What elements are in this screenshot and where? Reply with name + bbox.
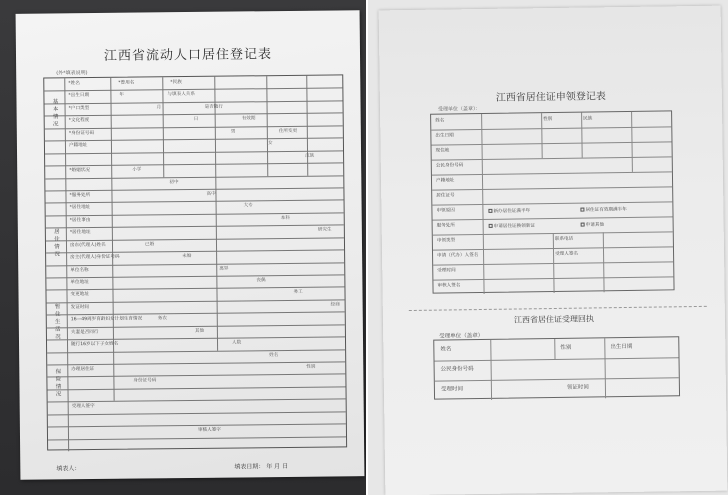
row-line xyxy=(47,336,345,340)
field-option: 有效期 xyxy=(241,116,256,122)
field-option: 住所变更 xyxy=(278,128,298,134)
perforation-line xyxy=(409,306,707,311)
field-option: 离异 xyxy=(219,266,229,272)
field-option: 未婚 xyxy=(182,254,192,260)
row-line xyxy=(47,374,345,378)
field-label: 居住证号 xyxy=(436,193,455,199)
field-label: 变更地址 xyxy=(70,292,89,298)
field-option: 初中 xyxy=(169,179,179,185)
row-line xyxy=(432,156,672,160)
row-line xyxy=(46,262,344,266)
field-label: *出生日期 xyxy=(68,93,90,99)
row-line xyxy=(45,138,343,142)
fill-date-label: 填表日期： 年 月 日 xyxy=(234,462,289,471)
field-label: *文化程度 xyxy=(68,118,90,124)
field-label: 民族 xyxy=(583,116,593,122)
row-line xyxy=(48,423,346,427)
field-option: 经商 xyxy=(330,302,340,308)
row-line xyxy=(45,150,343,154)
field-option: 务工 xyxy=(293,290,303,296)
field-label: 申领类型 xyxy=(436,238,456,244)
field-label: *居住地址 xyxy=(69,230,91,236)
field-option: 丧偶 xyxy=(256,278,266,284)
field-label: 户籍地址 xyxy=(68,143,88,149)
field-label: *居住地址 xyxy=(69,205,91,211)
field-label: 随行16岁以下子女姓名 xyxy=(71,341,119,348)
row-line xyxy=(431,126,671,130)
field-label: 办理居住证 xyxy=(71,367,95,373)
application-type-option: 申请居住证换领新证 xyxy=(489,223,535,230)
field-label: 房主(代理人)身份证号码 xyxy=(70,254,120,261)
row-line xyxy=(45,175,343,179)
field-label: 出生日期 xyxy=(435,133,454,139)
application-type-option: 新办居住证满半年 xyxy=(488,208,530,215)
receipt-field-label: 出生日期 xyxy=(610,343,633,351)
field-option: 务农 xyxy=(157,316,168,322)
field-option: 性别 xyxy=(306,364,316,370)
field-label: 受理人签字 xyxy=(71,404,95,410)
receipt-field-label: 领证时间 xyxy=(566,384,589,391)
field-label: *婚姻状况 xyxy=(69,168,90,174)
field-label: *户口类型 xyxy=(68,105,90,112)
field-label: *居住事由 xyxy=(69,217,91,224)
field-option: 月 xyxy=(156,105,162,111)
field-label: *姓名 xyxy=(68,81,80,87)
row-line xyxy=(47,349,345,353)
accepting-unit-label: 受理单位（盖章）： xyxy=(437,105,481,113)
field-option: 年 xyxy=(119,93,125,99)
row-line xyxy=(46,249,344,253)
row-line xyxy=(432,201,672,205)
receipt-field-label: 受理时间 xyxy=(440,386,463,393)
field-label: 服务处所 xyxy=(436,223,456,229)
row-line xyxy=(45,125,343,129)
row-line xyxy=(45,100,343,104)
application-type-option: 居住证有效期满半年 xyxy=(580,207,626,214)
row-line xyxy=(45,187,343,191)
receipt-field-label: 性别 xyxy=(560,344,572,351)
row-line xyxy=(46,212,344,216)
row-line xyxy=(47,324,345,328)
field-label: 现住地 xyxy=(435,148,450,154)
row-line xyxy=(435,357,679,361)
field-option: 研究生 xyxy=(317,227,332,233)
field-option: 小学 xyxy=(132,167,142,173)
receipt-title: 江西省居住证受理回执 xyxy=(513,314,595,325)
row-line xyxy=(47,361,345,365)
row-line xyxy=(48,436,346,440)
application-form-sheet xyxy=(379,6,728,495)
registration-form-sheet xyxy=(16,10,365,480)
field-label: 受理人签名 xyxy=(555,251,579,257)
form-note: (外*填表说明) xyxy=(56,70,88,77)
application-type-option: 申请其他 xyxy=(581,222,604,228)
column-line xyxy=(554,339,555,359)
field-label: 审核人签名 xyxy=(437,283,461,289)
field-label: 公民身份号码 xyxy=(435,163,464,169)
application-form-title: 江西省居住证申领登记表 xyxy=(495,91,606,104)
field-label: *民族 xyxy=(170,80,182,86)
field-label: 房东(代理人)姓名 xyxy=(69,242,106,248)
field-label: 户籍地址 xyxy=(435,178,455,184)
row-line xyxy=(46,237,344,241)
form-title: 江西省流动人口居住登记表 xyxy=(103,47,273,64)
field-option: 已婚 xyxy=(144,241,155,248)
right-photo xyxy=(368,0,728,495)
form-footer xyxy=(56,460,356,472)
filler-signature-label: 填表人： xyxy=(56,465,81,473)
field-label: 受理时间 xyxy=(437,268,456,274)
receipt-field-label: 姓名 xyxy=(440,346,452,353)
field-option: 其他 xyxy=(194,328,205,334)
row-line xyxy=(47,312,345,316)
field-label: 单位地址 xyxy=(70,279,89,286)
column-line xyxy=(604,338,606,398)
section-label: 居住情况 xyxy=(52,228,60,259)
field-label: 性别 xyxy=(543,116,553,123)
row-line xyxy=(46,200,344,204)
field-option: 男 xyxy=(230,129,236,135)
field-option: 与填表人关系 xyxy=(167,92,196,98)
receipt-table xyxy=(433,336,680,399)
row-line xyxy=(48,399,346,403)
field-label: 夫妻是否同行 xyxy=(70,329,99,335)
field-option: 大专 xyxy=(243,203,253,209)
field-label: 发证时间 xyxy=(70,304,90,311)
section-label: 保险情况 xyxy=(54,368,61,399)
field-label: 审核人签字 xyxy=(197,427,221,434)
row-line xyxy=(47,299,345,303)
row-line xyxy=(432,141,672,145)
field-option: 人数 xyxy=(232,340,242,346)
field-label: 姓名 xyxy=(435,118,445,124)
section-label: 基本情况 xyxy=(51,98,58,129)
receipt-field-label: 公民身份号码 xyxy=(440,366,474,373)
section-label: 暂住生活况 xyxy=(53,303,60,341)
field-label: *身份证号码 xyxy=(68,130,95,136)
field-option: 高中 xyxy=(206,191,216,197)
field-option: 汉族 xyxy=(305,153,315,159)
receipt-unit-label: 受理单位（盖章） xyxy=(439,332,484,340)
row-line xyxy=(432,186,672,190)
field-label: 16—49周岁育龄妇女计划生育情况 xyxy=(70,316,143,323)
field-option: 日 xyxy=(193,117,199,123)
column-line xyxy=(490,340,492,400)
field-option: 本科 xyxy=(280,215,290,221)
row-line xyxy=(45,162,343,166)
row-line xyxy=(48,411,346,415)
field-label: *曾用名 xyxy=(118,80,135,86)
row-line xyxy=(432,171,672,175)
field-option: 是否随行 xyxy=(204,104,223,110)
field-label: 单位名称 xyxy=(70,267,89,273)
row-line xyxy=(46,225,344,229)
registration-form-table xyxy=(43,74,347,450)
field-label: 联系电话 xyxy=(554,236,574,242)
row-line xyxy=(433,216,673,220)
field-label: *服务处所 xyxy=(69,192,91,199)
row-line xyxy=(46,274,344,278)
field-label: 申请（代办）人签名 xyxy=(437,253,479,259)
field-option: 姓名 xyxy=(269,352,279,358)
field-option: 女 xyxy=(267,141,273,147)
field-option: 身份证号码 xyxy=(133,378,157,384)
field-label: 申领原因 xyxy=(436,208,455,214)
row-line xyxy=(48,386,346,390)
application-form-table xyxy=(430,110,674,293)
row-line xyxy=(435,377,679,381)
